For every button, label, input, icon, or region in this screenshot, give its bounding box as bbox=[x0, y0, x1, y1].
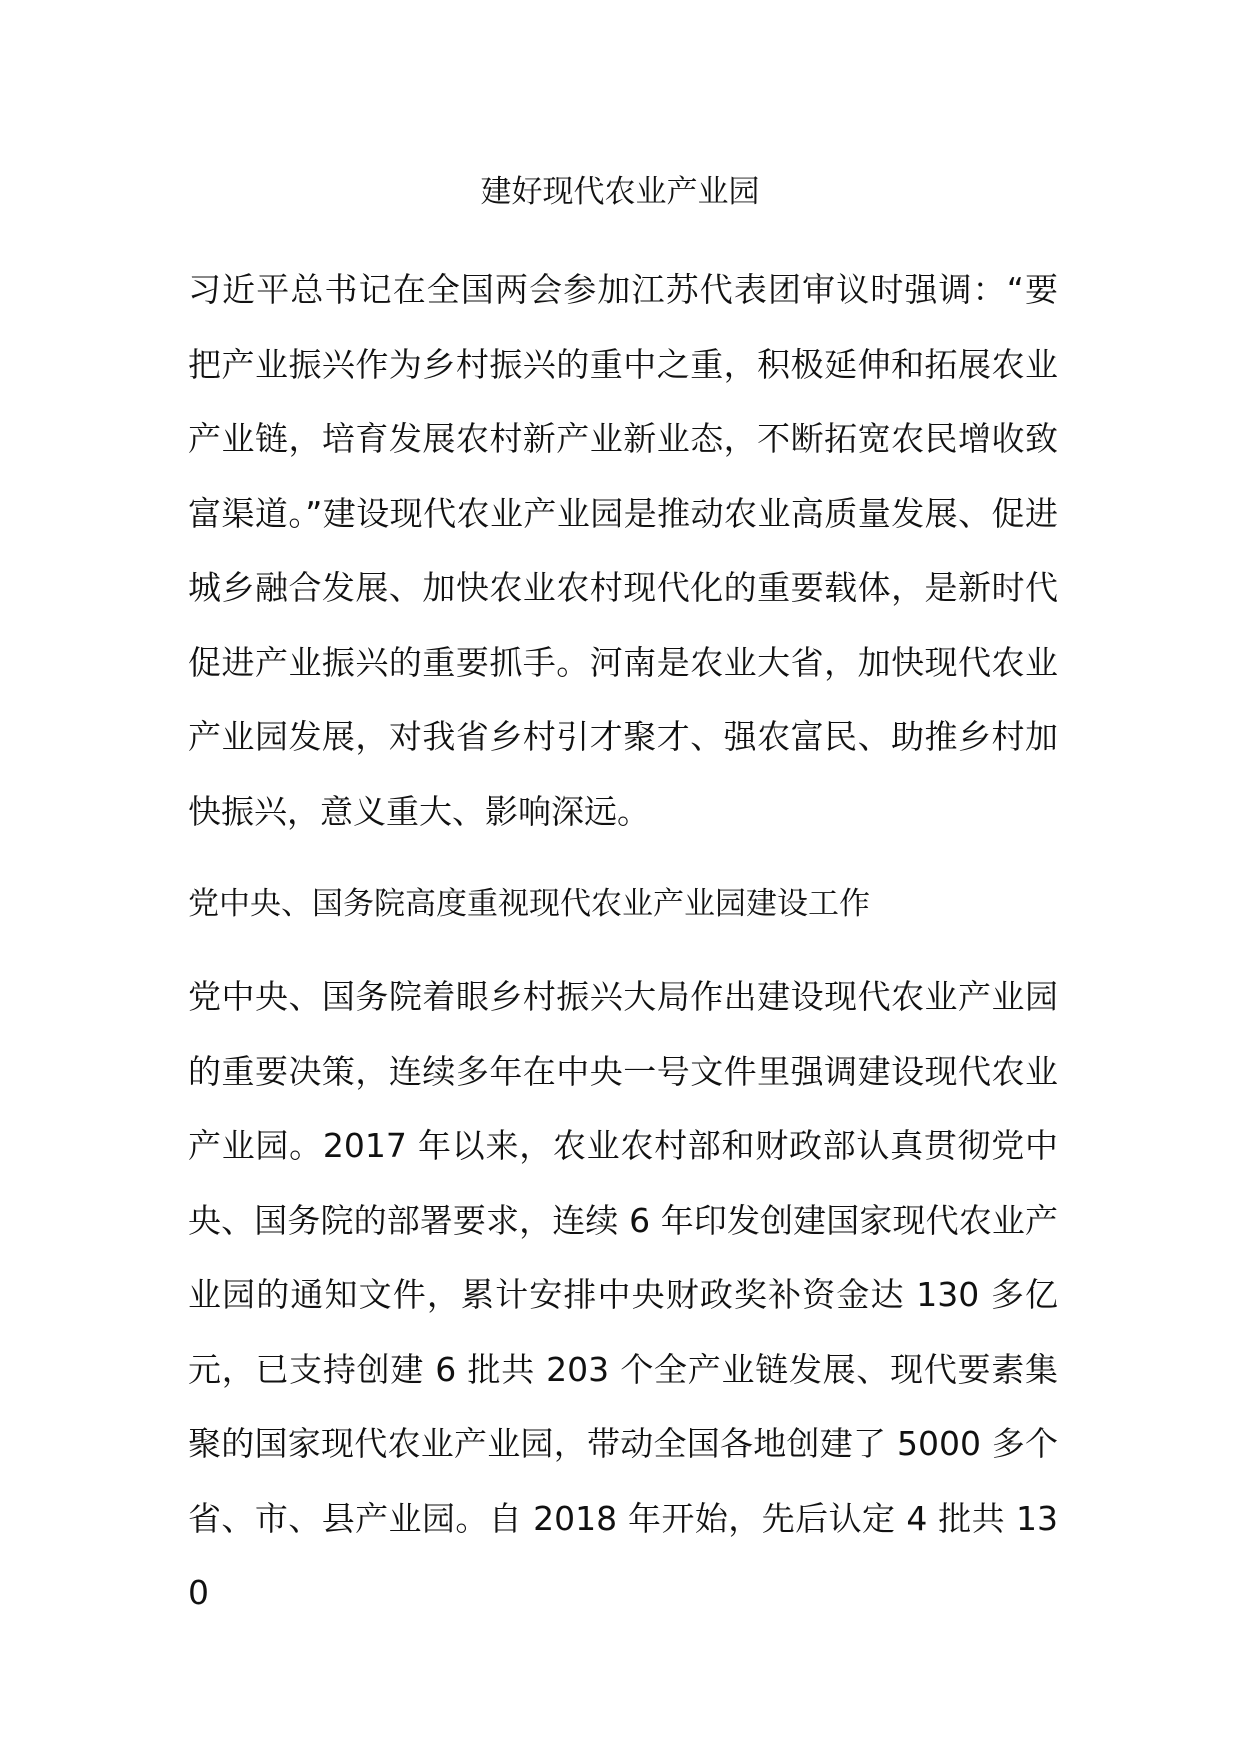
body-paragraph: 党中央、国务院着眼乡村振兴大局作出建设现代农业产业园的重要决策，连续多年在中央一号文件里强调建设现代农业产业园。2017 年以来，农业农村部和财政部认真贯彻党中央、国务院的部署要求，连续 6 年印发创建国家现代农业产业园的通知文件，累计安排中央财政奖补资金达 130 多亿元，已支持创建 6 批共 203 个全产业链发展、现代要素集聚的国家现代农业产业园，带动全国各地创建了 5000 多个省、市、县产业园。自 2018 年开始，先后认定 4 批共 130 bbox=[188, 977, 1058, 1612]
document-title: 建好现代农业产业园 bbox=[480, 174, 760, 210]
intro-paragraph: 习近平总书记在全国两会参加江苏代表团审议时强调：“要把产业振兴作为乡村振兴的重中之重，积极延伸和拓展农业产业链，培育发展农村新产业新业态，不断拓宽农民增收致富渠道。”建设现代农业产业园是推动农业高质量发展、促进城乡融合发展、加快农业农村现代化的重要载体，是新时代促进产业振兴的重要抓手。河南是农业大省，加快现代农业产业园发展，对我省乡村引才聚才、强农富民、助推乡村加快振兴，意义重大、影响深远。 bbox=[188, 270, 1058, 831]
section-heading: 党中央、国务院高度重视现代农业产业园建设工作 bbox=[188, 886, 870, 922]
